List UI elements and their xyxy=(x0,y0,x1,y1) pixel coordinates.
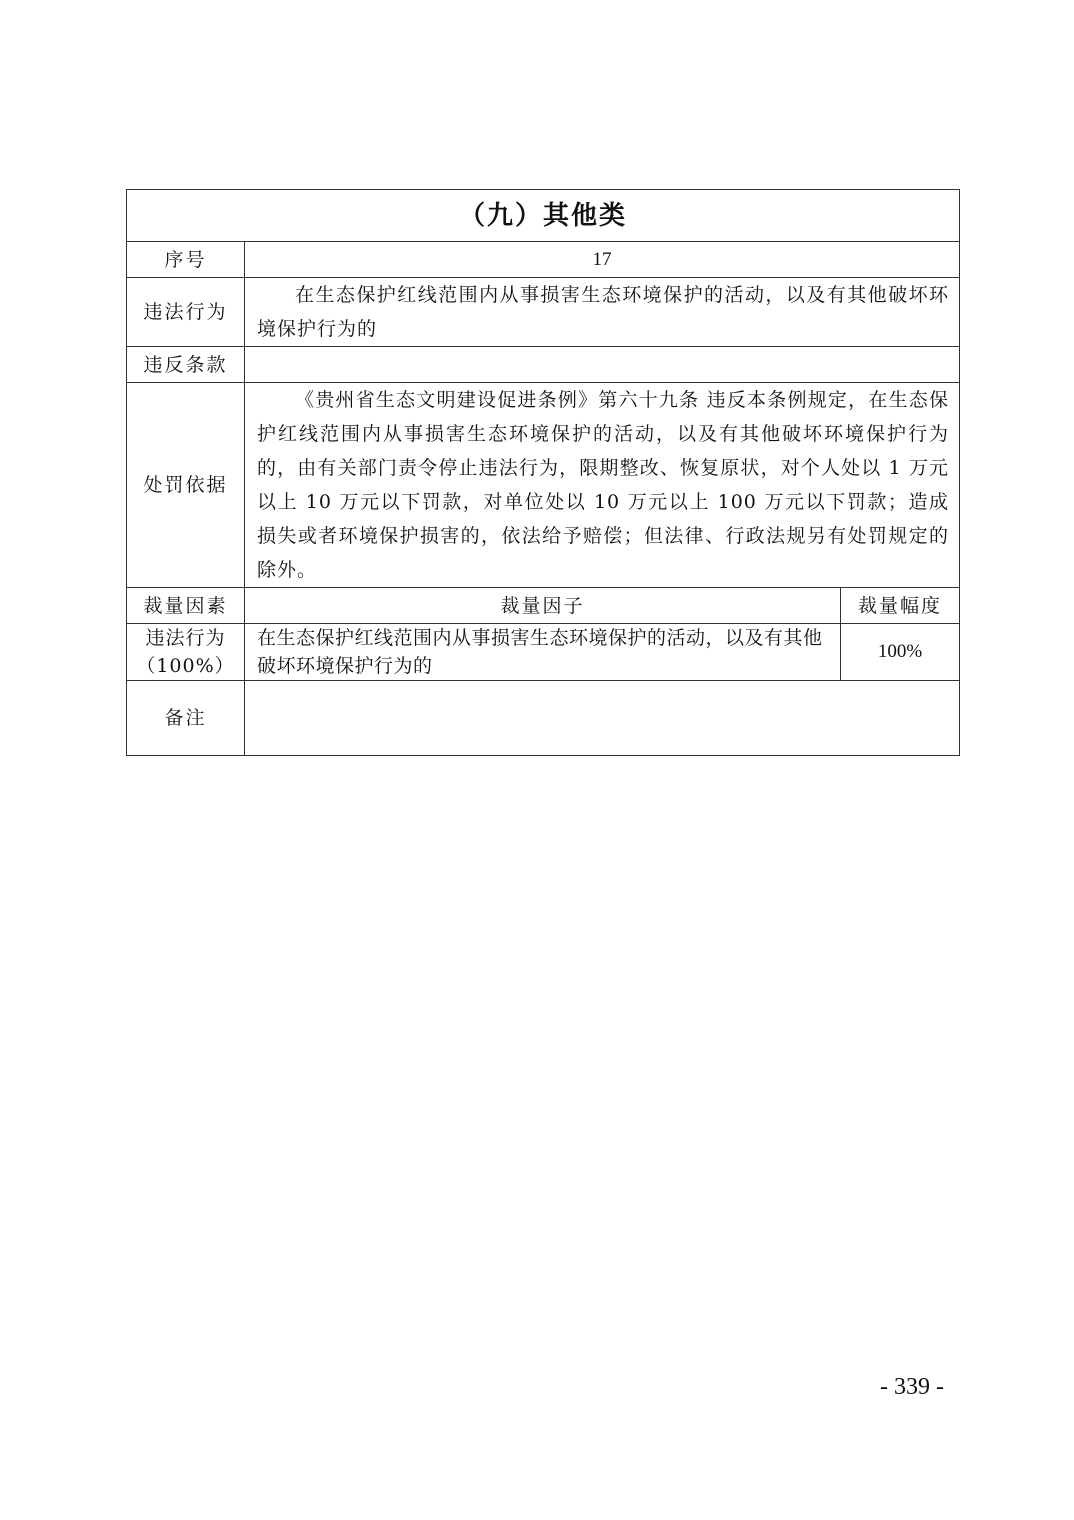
discretion-component-text: 在生态保护红线范围内从事损害生态环境保护的活动，以及有其他破坏环境保护行为的 xyxy=(245,624,841,681)
violation-label: 违法行为 xyxy=(127,278,245,347)
violation-text: 在生态保护红线范围内从事损害生态环境保护的活动，以及有其他破坏环境保护行为的 xyxy=(245,278,960,347)
serial-label: 序号 xyxy=(127,242,245,278)
discretion-range-header: 裁量幅度 xyxy=(841,588,960,624)
page-number: - 339 - xyxy=(880,1374,944,1400)
violation-row xyxy=(127,278,960,347)
penalty-basis-text: 《贵州省生态文明建设促进条例》第六十九条 违反本条例规定，在生态保护红线范围内从事损害生态环境保护的活动，以及有其他破坏环境保护行为的，由有关部门责令停止违法行为，限期整改、恢复原状，对个人处以 1 万元以上 10 万元以下罚款，对单位处以 10 万元以上 100 万元以下罚款；造成损失或者环境保护损害的，依法给予赔偿；但法律、行政法规另有处罚规定的除外。 xyxy=(245,383,960,588)
discretion-header-row xyxy=(127,588,960,624)
remarks-text xyxy=(245,681,960,756)
serial-row xyxy=(127,242,960,278)
discretion-row xyxy=(127,624,960,681)
title-row xyxy=(127,190,960,242)
discretion-row-label-line1: 违法行为 xyxy=(145,627,226,649)
discretion-range-value: 100% xyxy=(841,624,960,681)
discretion-factor-header: 裁量因素 xyxy=(127,588,245,624)
table-title: （九）其他类 xyxy=(127,190,960,242)
penalty-basis-row xyxy=(127,383,960,588)
penalty-basis-label: 处罚依据 xyxy=(127,383,245,588)
violated-clause-label: 违反条款 xyxy=(127,347,245,383)
remarks-row xyxy=(127,681,960,756)
discretion-component-header: 裁量因子 xyxy=(245,588,841,624)
discretion-row-label-line2: （100%） xyxy=(136,655,235,677)
penalty-table xyxy=(126,189,960,756)
violated-clause-row xyxy=(127,347,960,383)
serial-value: 17 xyxy=(245,242,960,278)
remarks-label: 备注 xyxy=(127,681,245,756)
discretion-row-label xyxy=(127,624,245,681)
violated-clause-text xyxy=(245,347,960,383)
